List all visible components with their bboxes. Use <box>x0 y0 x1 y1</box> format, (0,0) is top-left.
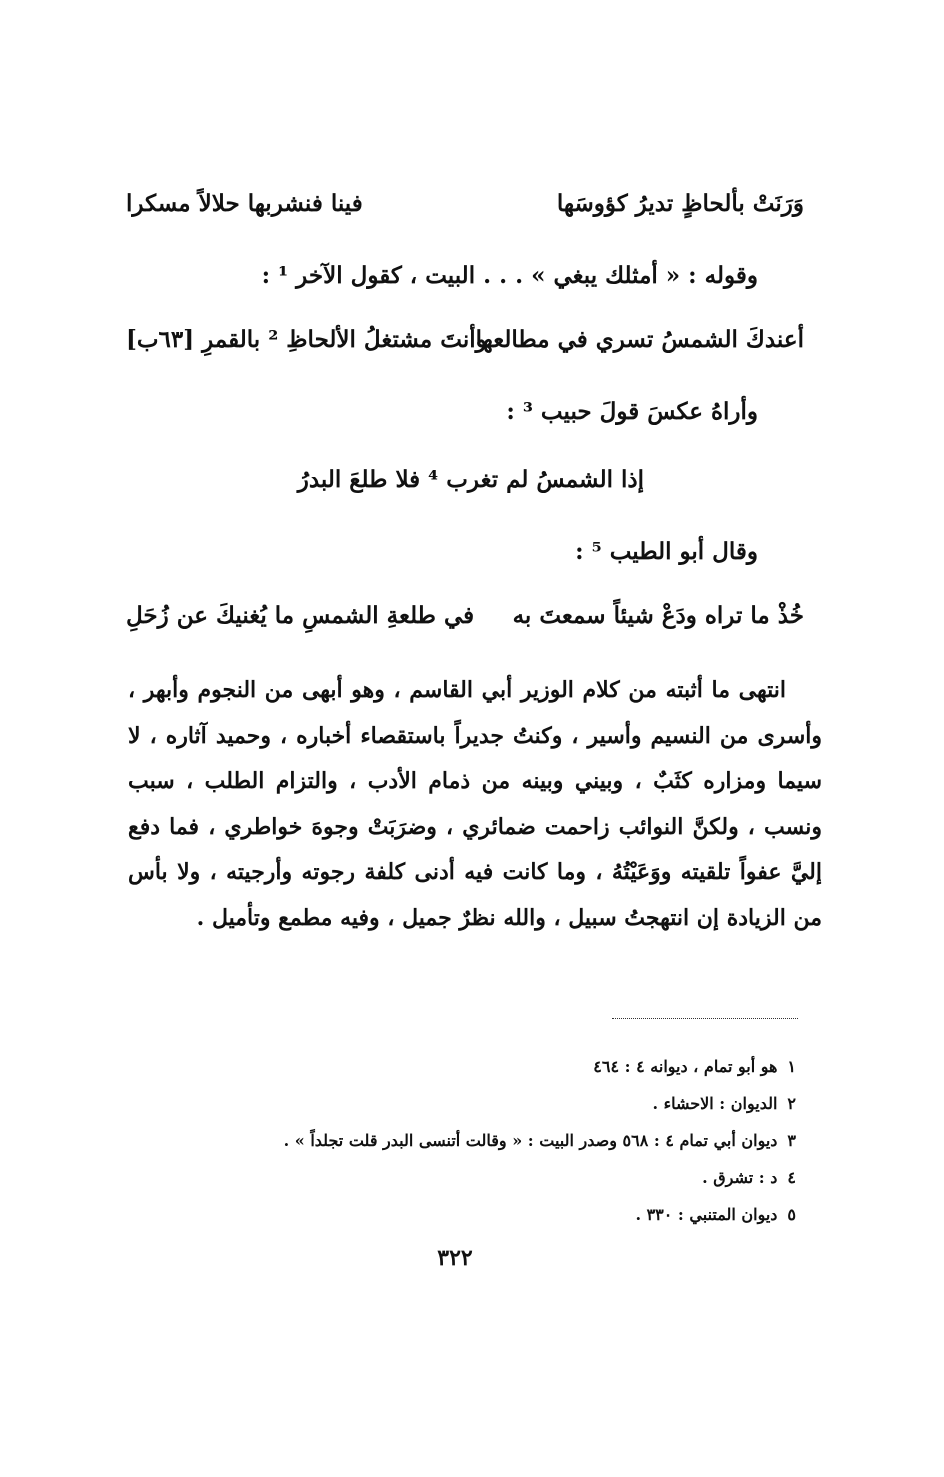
prose-block <box>128 668 822 941</box>
footnote-text: ديوان أبي تمام ٤ : ٥٦٨ وصدر البيت : « وقالت أتنسى البدر قلت تجلداً » . <box>283 1131 778 1150</box>
footnote-1 <box>156 1048 796 1085</box>
footnotes <box>156 1048 796 1233</box>
verse2-second-hemistich: وأنتَ مشتغلُ الألحاظِ ² بالقمرِ [٦٣ب] <box>126 326 487 353</box>
footnote-number: ٢ <box>787 1094 796 1113</box>
footnote-5 <box>156 1196 796 1233</box>
footnote-number: ١ <box>787 1057 796 1076</box>
page-number: ٣٢٢ <box>437 1245 473 1271</box>
intro-line-2: وأراهُ عكسَ قولَ حبيب ³ : <box>506 398 758 425</box>
verse4-second-hemistich: في طلعةِ الشمسِ ما يُغنيكَ عن زُحَلِ <box>126 602 475 629</box>
footnote-text: الديوان : الاحشاء . <box>652 1094 778 1113</box>
footnote-3 <box>156 1122 796 1159</box>
footnote-text: د : تشرق . <box>702 1168 778 1187</box>
intro-line-3: وقال أبو الطيب ⁵ : <box>575 538 758 565</box>
verse1-second-hemistich: فينا فنشربها حلالاً مسكرا <box>126 190 363 217</box>
verse1-first-hemistich: وَرَنَتْ بألحاظٍ تديرُ كؤوسَها <box>556 190 804 217</box>
footnote-text: هو أبو تمام ، ديوانه ٤ : ٤٦٤ <box>593 1057 778 1076</box>
verse2-first-hemistich: أعندكَ الشمسُ تسري في مطالعها <box>475 326 804 353</box>
verse3: إذا الشمسُ لم تغرب ⁴ فلا طلعَ البدرُ <box>297 466 644 493</box>
footnote-separator <box>612 1018 798 1019</box>
prose-paragraph: انتهى ما أثبته من كلام الوزير أبي القاسم ، وهو أبهى من النجوم وأبهر ، وأسرى من النسيم وأسير ، وكنتُ جديراً باستقصاء أخباره ، وحميد آثاره ، لا سيما ومزاره كثَبٌ ، وبيني وبينه من ذمام الأدب ، والتزام الطلب ، سبب ونسب ، ولكنَّ النوائب زاحمت ضمائري ، وضرَبَتْ وجوهَ خواطري ، فما دفع إليَّ عفواً تلقيته ووَعَيْتُهُ ، وما كانت فيه أدنى كلفة رجوته وأرجيته ، ولا بأس من الزيادة إن انتهجتُ سبيل ، والله نظرٌ جميل ، وفيه مطمع وتأميل . <box>128 677 822 931</box>
footnote-4 <box>156 1159 796 1196</box>
footnote-number: ٤ <box>787 1168 796 1187</box>
footnote-number: ٥ <box>787 1205 796 1224</box>
footnote-text: ديوان المتنبي : ٣٣٠ . <box>635 1205 778 1224</box>
footnote-2 <box>156 1085 796 1122</box>
intro-line-1: وقوله : « أمثلك يبغي » . . . البيت ، كقول الآخر ¹ : <box>261 262 758 289</box>
verse4-first-hemistich: خُذْ ما تراه ودَعْ شيئاً سمعتَ به <box>512 602 804 629</box>
footnote-number: ٣ <box>787 1131 796 1150</box>
